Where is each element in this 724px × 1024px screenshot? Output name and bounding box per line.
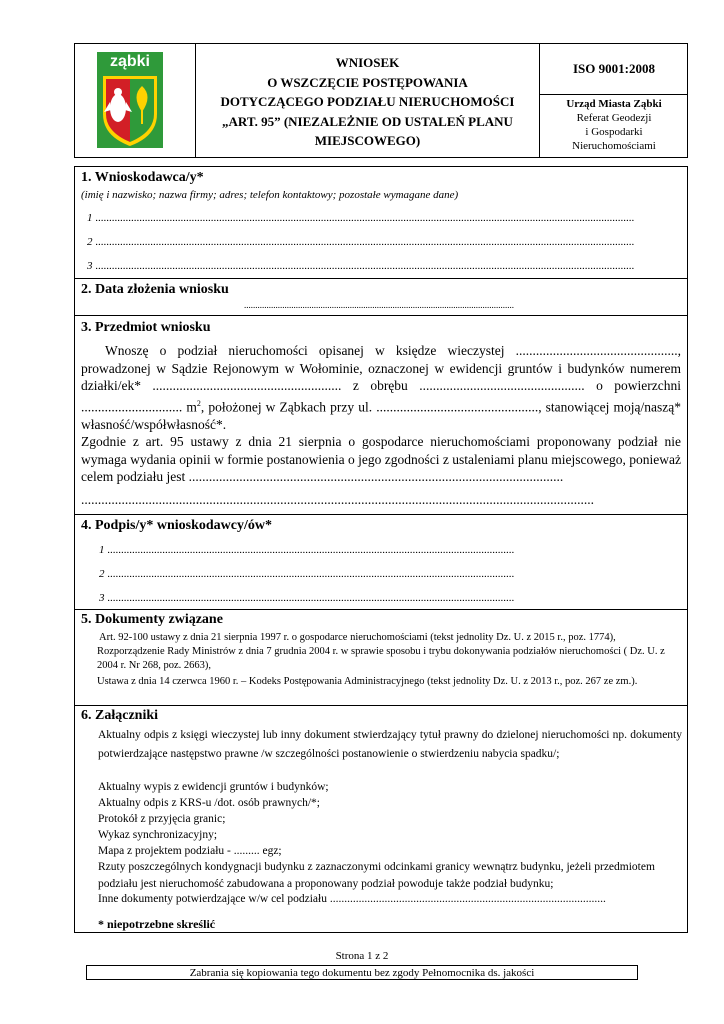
s6-item-7: Rzuty poszczególnych kondygnacji budynku z zaznaczonymi odcinkami granicy wewnątrz budynku, jeżeli przedmiotem podziału jest nieruchomość zabudowana a proponowany podział powoduje także podział budynku; <box>98 861 655 890</box>
s6-note: * niepotrzebne skreślić <box>98 917 216 931</box>
copy-notice <box>86 965 638 980</box>
s3-p1-sup: 2 <box>196 398 201 408</box>
s6-title: 6. Załączniki <box>81 708 159 723</box>
page-number: Strona 1 z 2 <box>335 950 389 962</box>
s1-field-2[interactable]: 2 .................................................................................................................................................................................................... <box>87 236 635 248</box>
s1-row-number-2: 2 <box>87 236 93 248</box>
s2-title: 2. Data złożenia wniosku <box>81 282 229 297</box>
divider-s5 <box>74 609 688 610</box>
s5-item-1: Art. 92-100 ustawy z dnia 21 sierpnia 1997 r. o gospodarce nieruchomościami (tekst jednolity Dz. U. z 2015 r., poz. 1774), <box>99 632 616 643</box>
s1-hint: (imię i nazwisko; nazwa firmy; adres; telefon kontaktowy; pozostałe wymagane dane) <box>81 189 459 201</box>
s1-field-3[interactable]: 3 .................................................................................................................................................................................................... <box>87 260 635 272</box>
s6-item-6: Mapa z projektem podziału - ......... egz; <box>98 845 282 857</box>
title-line-1: WNIOSEK <box>335 55 400 70</box>
s4-row-number-3: 3 <box>99 592 105 604</box>
dept-line-3: Nieruchomościami <box>572 140 656 152</box>
title-line-5: MIEJSCOWEGO) <box>314 133 421 148</box>
header-divider-3 <box>539 94 688 95</box>
s4-title: 4. Podpis/y* wnioskodawcy/ów* <box>81 518 272 533</box>
s3-paragraph-1 <box>81 342 681 433</box>
s6-item-5: Wykaz synchronizacyjny; <box>98 829 218 841</box>
s5-item-2: Rozporządzenie Rady Ministrów z dnia 7 grudnia 2004 r. w sprawie sposobu i trybu dokonywania podziałów nieruchomości ( Dz. U. z 2004 r. Nr 268, poz. 2663), <box>97 646 665 671</box>
office-block <box>540 97 688 153</box>
s4-row-number-1: 1 <box>99 544 105 556</box>
s1-row-number-1: 1 <box>87 212 93 224</box>
s3-p1-text-b: , położonej w Ząbkach przy ul. ................................................, stanowiącej moją/naszą* własność/współwłasność*. <box>81 399 681 432</box>
dept-line-1: Referat Geodezji <box>576 112 652 124</box>
dept-line-2: i Gospodarki <box>585 126 643 138</box>
divider-s6 <box>74 705 688 706</box>
s6-item-1: Aktualny odpis z księgi wieczystej lub inny dokument stwierdzający tytuł prawny do dzielonej nieruchomości np. dokumenty potwierdzające następstwo prawne /w szczególności postanowienie o stwierdzeniu nabycia spadku/; <box>98 729 682 760</box>
s1-title: 1. Wnioskodawca/y* <box>81 170 204 185</box>
s5-title: 5. Dokumenty związane <box>81 612 223 627</box>
s4-signature-3[interactable]: 3 .................................................................................................................................................... <box>99 592 515 604</box>
iso-label: ISO 9001:2008 <box>573 61 655 76</box>
s3-title: 3. Przedmiot wniosku <box>81 320 211 335</box>
s3-paragraph-2: Zgodnie z art. 95 ustawy z dnia 21 sierpnia o gospodarce nieruchomościami proponowany podział nie wymaga wydania opinii w formie postanowienia o jego zgodności z ustaleniami planu miejscowego, ponieważ celem podziału jest ............................................................................................................... <box>81 434 681 484</box>
divider-s4 <box>74 514 688 515</box>
s4-signature-2[interactable]: 2 .................................................................................................................................................... <box>99 568 515 580</box>
s5-item-3: Ustawa z dnia 14 czerwca 1960 r. – Kodeks Postępowania Administracyjnego (tekst jednolity Dz. U. z 2013 r., poz. 267 ze zm.). <box>97 676 638 687</box>
s6-item-3: Aktualny odpis z KRS-u /dot. osób prawnych/*; <box>98 797 320 809</box>
office-name: Urząd Miasta Ząbki <box>566 98 662 110</box>
s2-date-field[interactable]: ........................................................................................................................ <box>244 300 514 310</box>
s4-row-number-2: 2 <box>99 568 105 580</box>
s3-p1-text-a: Wnoszę o podział nieruchomości opisanej w księdze wieczystej ................................................, prowadzonej w Sądzie Rejonowym w Wołominie, oznaczonej w ewidencji gruntów i budynków numerem działki/ek* ........................................................ z obrębu ................................................. o powierzchni .............................. m <box>81 343 681 414</box>
title-line-4: „ART. 95” (NIEZALEŻNIE OD USTALEŃ PLANU <box>222 113 513 129</box>
title-line-3: DOTYCZĄCEGO PODZIAŁU NIERUCHOMOŚCI <box>220 94 515 109</box>
divider-s3 <box>74 315 688 316</box>
s6-item-8: Inne dokumenty potwierdzające w/w cel podziału ................................................................................................ <box>98 893 606 905</box>
s6-item-4: Protokół z przyjęcia granic; <box>98 813 226 825</box>
s3-paragraph-3[interactable]: ........................................................................................................................................................ <box>81 492 594 507</box>
form-title <box>196 53 539 151</box>
s1-field-1[interactable]: 1 .................................................................................................................................................................................................... <box>87 212 635 224</box>
copy-notice-text: Zabrania się kopiowania tego dokumentu bez zgody Pełnomocnika ds. jakości <box>189 967 535 979</box>
s6-item-2: Aktualny wypis z ewidencji gruntów i budynków; <box>98 781 329 793</box>
s1-row-number-3: 3 <box>87 260 93 272</box>
title-line-2: O WSZCZĘCIE POSTĘPOWANIA <box>267 74 468 90</box>
logo-text: ząbki <box>109 53 150 70</box>
s4-signature-1[interactable]: 1 .................................................................................................................................................... <box>99 544 515 556</box>
divider-s2 <box>74 278 688 279</box>
